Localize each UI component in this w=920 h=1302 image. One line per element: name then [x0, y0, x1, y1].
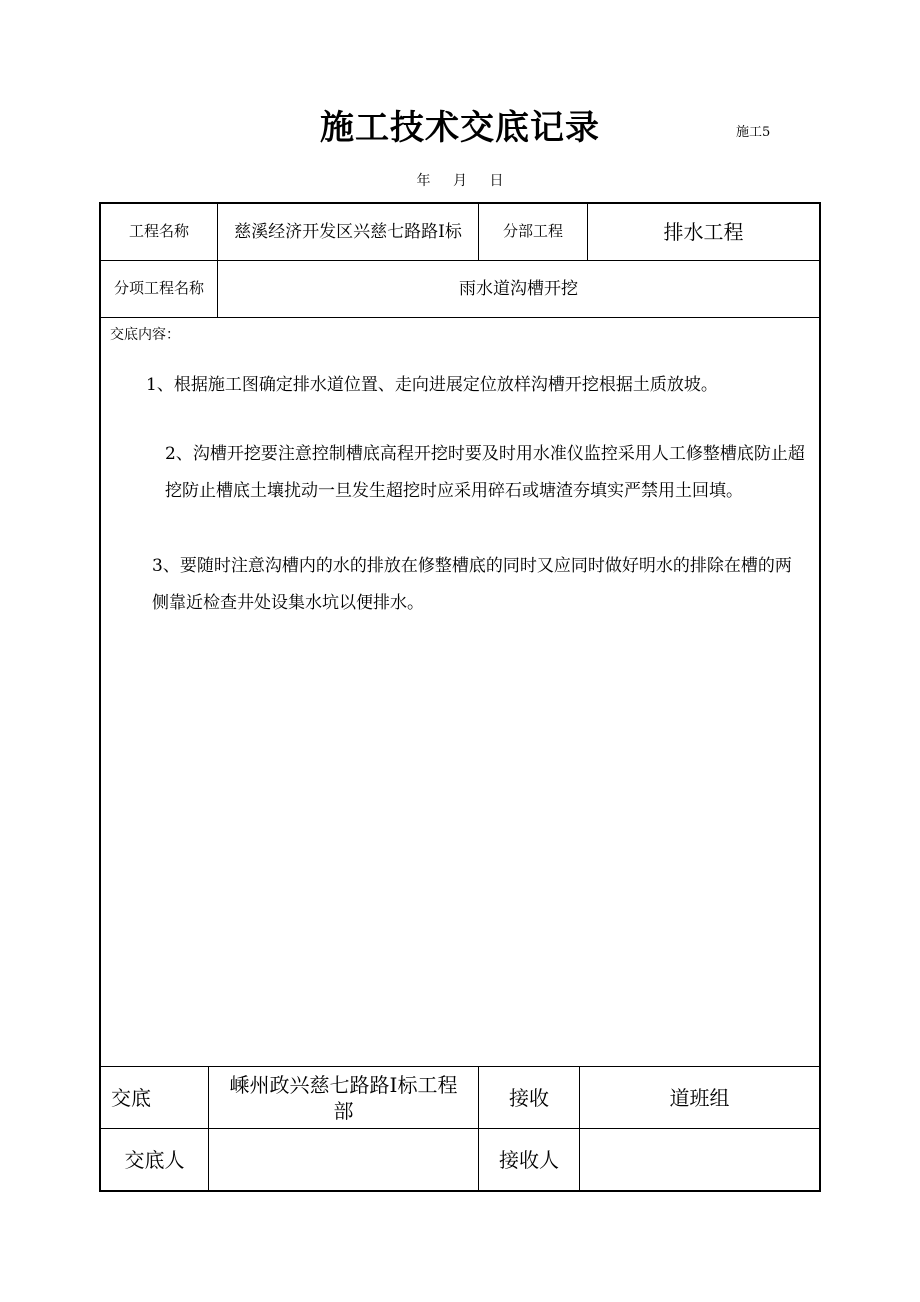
- content-label: 交底内容：: [110, 327, 180, 343]
- date-year: 年: [416, 173, 431, 189]
- date-line: [0, 170, 920, 190]
- item-value: 雨水道沟槽开挖: [459, 278, 578, 299]
- date-month: 月: [453, 173, 467, 189]
- document-title: 施工技术交底记录: [320, 108, 600, 148]
- project-name-value: 慈溪经济开发区兴慈七路路Ⅰ标: [234, 221, 462, 242]
- content-item-2: 2、沟槽开挖要注意控制槽底高程开挖时要及时用水准仪监控采用人工修整槽底防止超挖防止槽底土壤扰动一旦发生超挖时应采用碎石或塘渣夯填实严禁用土回填。: [165, 444, 805, 501]
- date-day: 日: [489, 173, 504, 189]
- handover-person-value[interactable]: [209, 1129, 478, 1190]
- item-label: 分项工程名称: [113, 279, 204, 298]
- handover-person-label: 交底人: [124, 1147, 185, 1172]
- receive-value: 道班组: [669, 1085, 730, 1110]
- record-table: [99, 202, 821, 1192]
- sub-project-label: 分部工程: [502, 222, 563, 241]
- form-code: 施工5: [736, 125, 771, 140]
- receive-person-label: 接收人: [499, 1147, 559, 1172]
- content-item-1: 1、根据施工图确定排水道位置、走向进展定位放样沟槽开挖根据土质放坡。: [146, 375, 718, 395]
- sub-project-value: 排水工程: [663, 220, 744, 244]
- project-name-label: 工程名称: [128, 222, 189, 241]
- content-item-3: 3、要随时注意沟槽内的水的排放在修整槽底的同时又应同时做好明水的排除在槽的两侧靠近检查井处设集水坑以便排水。: [152, 556, 792, 613]
- receive-person-value[interactable]: [580, 1129, 819, 1190]
- row-divider: [101, 317, 819, 318]
- receive-label: 接收: [509, 1085, 549, 1110]
- handover-label: 交底: [111, 1085, 151, 1110]
- handover-value: 嵊州政兴慈七路路Ⅰ标工程部: [229, 1072, 458, 1123]
